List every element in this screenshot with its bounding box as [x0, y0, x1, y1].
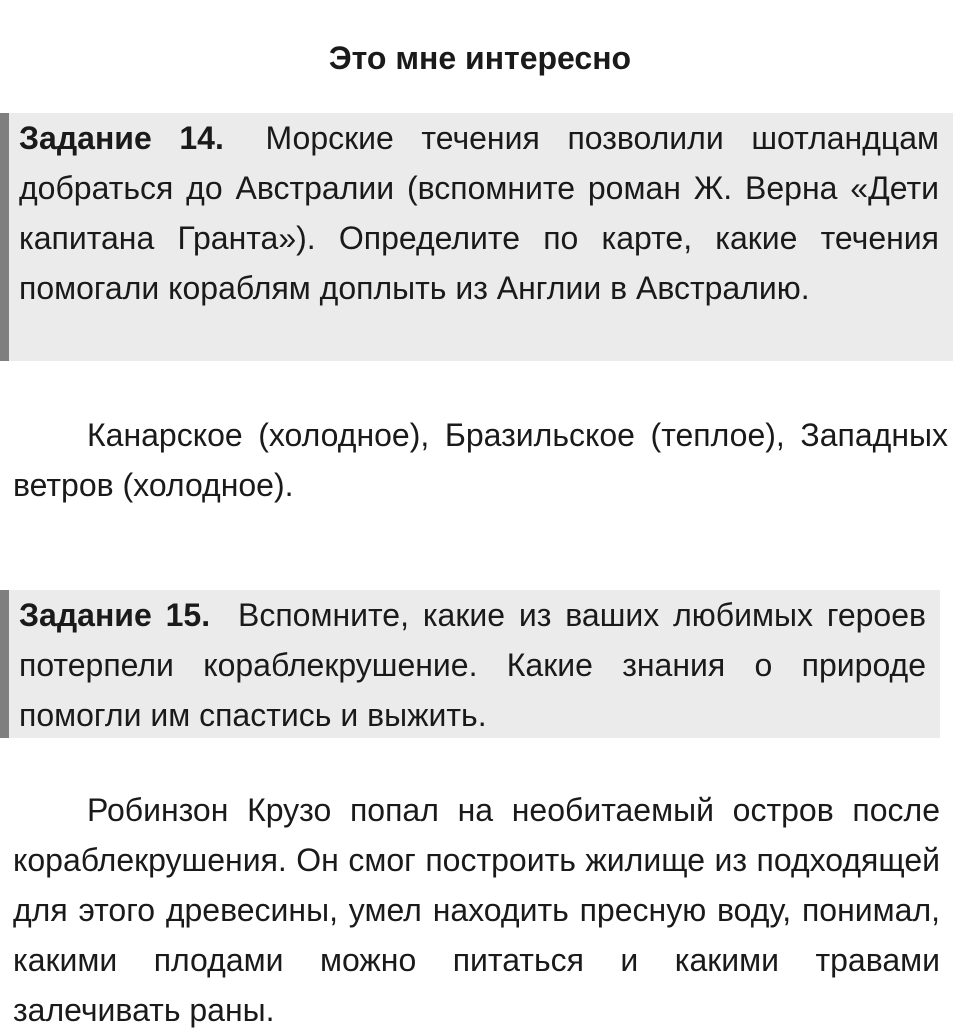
- task-14-box: [0, 113, 953, 361]
- task-15-text: Вспомните, какие из ваших любимых героев потерпели кораблекрушение. Какие знания о природе помогли им спастись и выжить.: [19, 597, 927, 733]
- page-title: Это мне интересно: [328, 40, 632, 76]
- task-15-label: Задание 15.: [19, 597, 211, 633]
- task-14-label: Задание 14.: [19, 120, 224, 156]
- task-14-text: Морские течения позволили шотландцам добраться до Австралии (вспомните роман Ж. Верна «Дети капитана Гранта»). Определите по карте, какие течения помогали кораблям доплыть из Англии в Австралию.: [19, 120, 940, 306]
- task-14-answer: Канарское (холодное), Бразильское (теплое), Западных ветров (холодное).: [13, 417, 948, 503]
- task-15-answer: Робинзон Крузо попал на необитаемый остров после кораблекрушения. Он смог построить жилище из подходящей для этого древесины, умел находить пресную воду, понимал, какими плодами можно питаться и какими травами залечивать раны.: [13, 792, 940, 1028]
- task-15-box: [0, 590, 940, 738]
